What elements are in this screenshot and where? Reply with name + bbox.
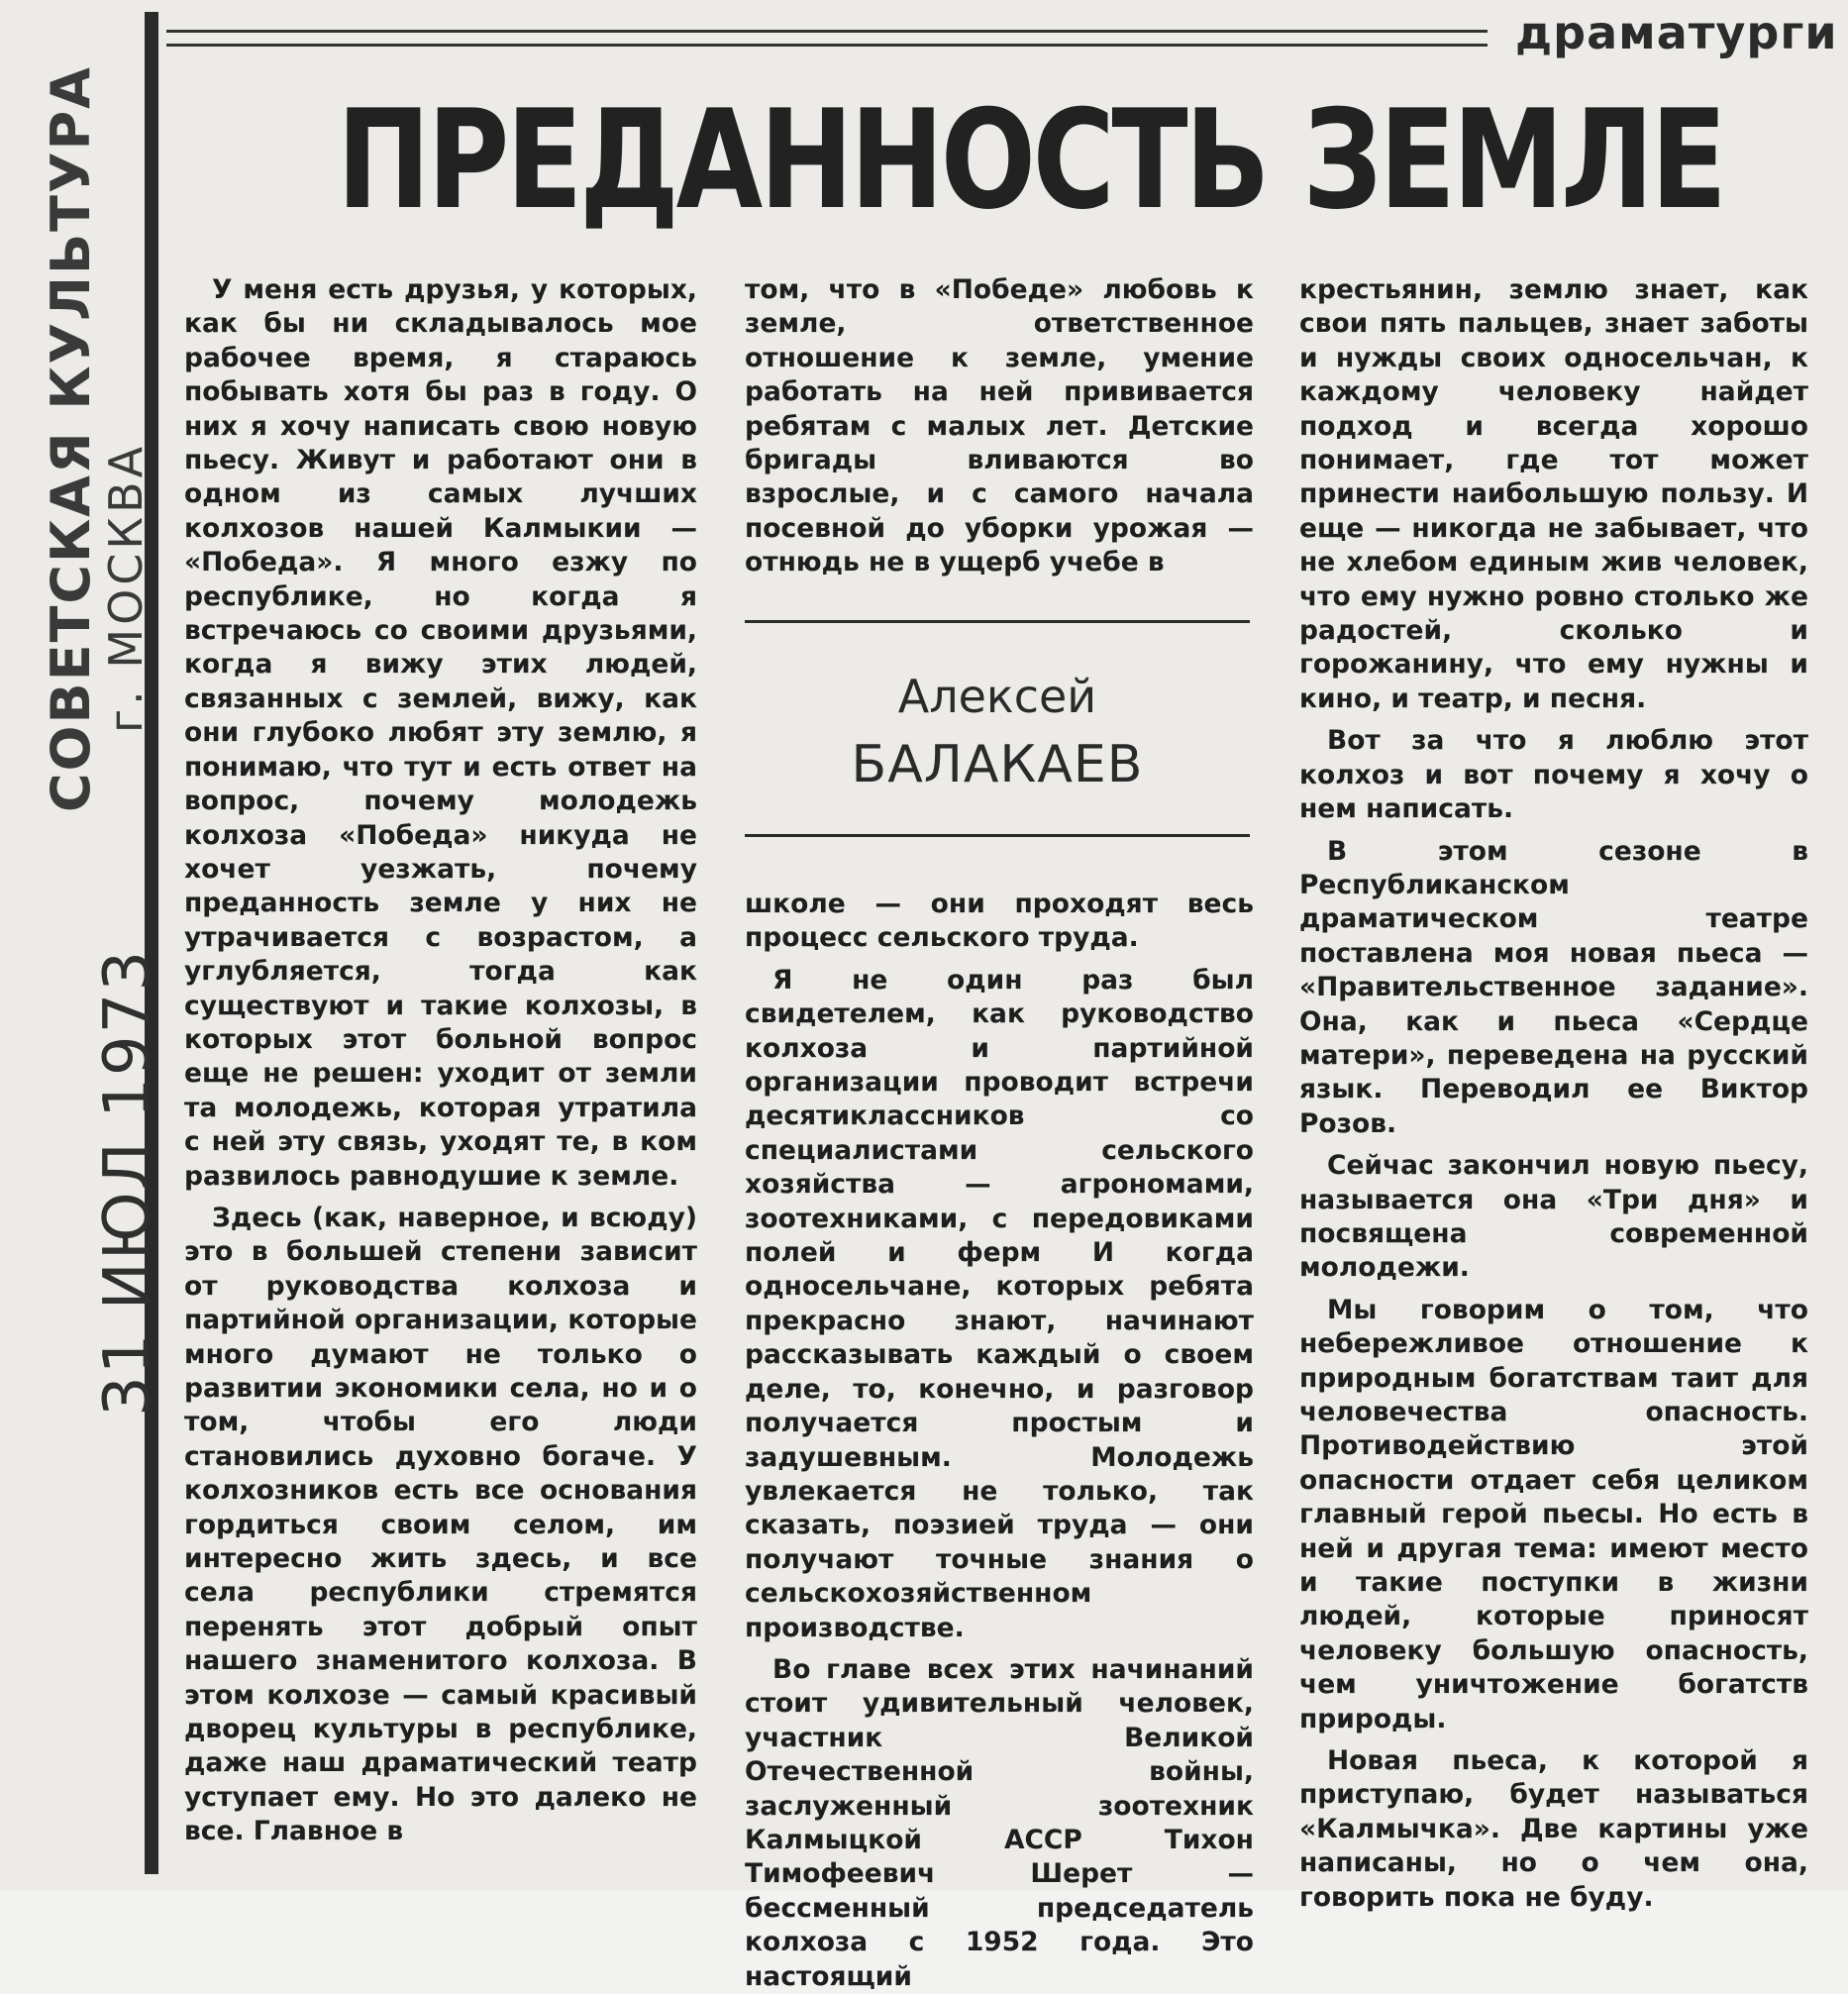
stamp-city: г. МОСКВА (99, 442, 153, 733)
top-rule (166, 30, 1488, 33)
paragraph: Во главе всех этих начинаний стоит удивительный человек, участник Великой Отечественной войны, заслуженный зоотехник Калмыцкой АССР Тихон Тимофеевич Шерет — бессменный председатель колхоза с 1952 года. Это настоящий (745, 1653, 1254, 1992)
paragraph: крестьянин, землю знает, как свои пять пальцев, знает заботы и нужды своих односельчан, к каждому человеку найдет подход и всегда хорошо понимает, где тот может принести наибольшую пользу. И еще — никогда не забывает, что не хлебом единым жив человек, что ему нужно ровно столько же радостей, сколько и горожанину, что ему нужны и кино, и театр, и песня. (1299, 274, 1808, 714)
paragraph: том, что в «Победе» любовь к земле, ответственное отношение к земле, умение работать на ней прививается ребятам с малых лет. Детские бригады вливаются во взрослые, и с самого начала посевной до уборки урожая — отнюдь не в ущерб учебе в (745, 274, 1254, 578)
vertical-rule (145, 12, 158, 1874)
paragraph: В этом сезоне в Республиканском драматическом театре поставлена моя новая пьеса — «Правительственное задание». Она, как и пьеса «Сердце матери», переведена на русский язык. Переводил ее Виктор Розов. (1299, 835, 1808, 1139)
byline-rule-top (745, 620, 1250, 623)
article-column-1 (184, 273, 697, 1878)
paragraph: Здесь (как, наверное, и всюду) это в большей степени зависит от руководства колхоза и партийной организации, которые много думают не только о развитии экономики села, но и о том, чтобы его люди становились духовно богаче. У колхозников есть все основания гордиться своим селом, им интересно жить здесь, и все села республики стремятся перенять этот добрый опыт нашего знаменитого колхоза. В этом колхозе — самый красивый дворец культуры в республике, даже наш драматический театр уступает ему. Но это далеко не все. Главное в (184, 1202, 697, 1847)
article-column-2-top (745, 273, 1254, 580)
article-column-2-bottom (745, 888, 1254, 1992)
paragraph: школе — они проходят весь процесс сельского труда. (745, 889, 1254, 954)
stamp-newspaper-name: СОВЕТСКАЯ КУЛЬТУРА (40, 65, 102, 812)
paragraph: У меня есть друзья, у которых, как бы ни складывалось мое рабочее время, я стараюсь побывать хотя бы раз в году. О них я хочу написать свою новую пьесу. Живут и работают они в одном из самых лучших колхозов нашей Калмыкии — «Победа». Я много езжу по республике, но когда я встречаюсь со своими друзьями, когда я вижу этих людей, связанных с землей, вижу, как они глубоко любят эту землю, я понимаю, что тут и есть ответ на вопрос, почему молодежь колхоза «Победа» никуда не хочет уезжать, почему преданность земле у них не утрачивается с возрастом, а углубляется, тогда как существуют и такие колхозы, в которых этот больной вопрос еще не решен: уходит от земли та молодежь, которая утратила с ней эту связь, уходят те, в ком развилось равнодушие к земле. (184, 274, 697, 1192)
author-last-name: БАЛАКАЕВ (851, 735, 1144, 794)
headline: ПРЕДАННОСТЬ ЗЕМЛЕ (337, 80, 1724, 240)
paragraph: Вот за что я люблю этот колхоз и вот почему я хочу о нем написать. (1299, 725, 1808, 825)
article-column-3 (1299, 273, 1808, 1913)
section-tag: драматурги (1515, 6, 1838, 59)
paragraph: Сейчас закончил новую пьесу, называется она «Три дня» и посвящена современной молодежи. (1299, 1150, 1808, 1284)
paragraph: Я не один раз был свидетелем, как руководство колхоза и партийной организации проводит встречи десятиклассников со специалистами сельского хозяйства — агрономами, зоотехниками, с передовиками полей и ферм И когда односельчане, которых ребята прекрасно знают, начинают рассказывать каждый о своем деле, то, конечно, и разговор получается простым и задушевным. Молодежь увлекается не только, так сказать, поэзией труда — они получают точные знания о сельскохозяйственном производстве. (745, 964, 1254, 1643)
newspaper-stamp (28, 65, 153, 852)
author-first-name: Алексей (897, 670, 1097, 723)
byline-rule-bottom (745, 834, 1250, 837)
stamp-date: 31 ИЮЛ 1973 (91, 948, 164, 1417)
top-rule-secondary (166, 44, 1488, 47)
date-stamp (91, 948, 180, 1417)
paragraph: Новая пьеса, к которой я приступаю, будет называться «Калмычка». Две картины уже написаны, но о чем она, говорить пока не буду. (1299, 1745, 1808, 1913)
paragraph: Мы говорим о том, что небережливое отношение к природным богатствам таит для человечества опасность. Противодействию этой опасности отдает себя целиком главный герой пьесы. Но есть в ней и другая тема: имеют место и такие поступки в жизни людей, которые приносят человеку большую опасность, чем уничтожение богатств природы. (1299, 1294, 1808, 1734)
